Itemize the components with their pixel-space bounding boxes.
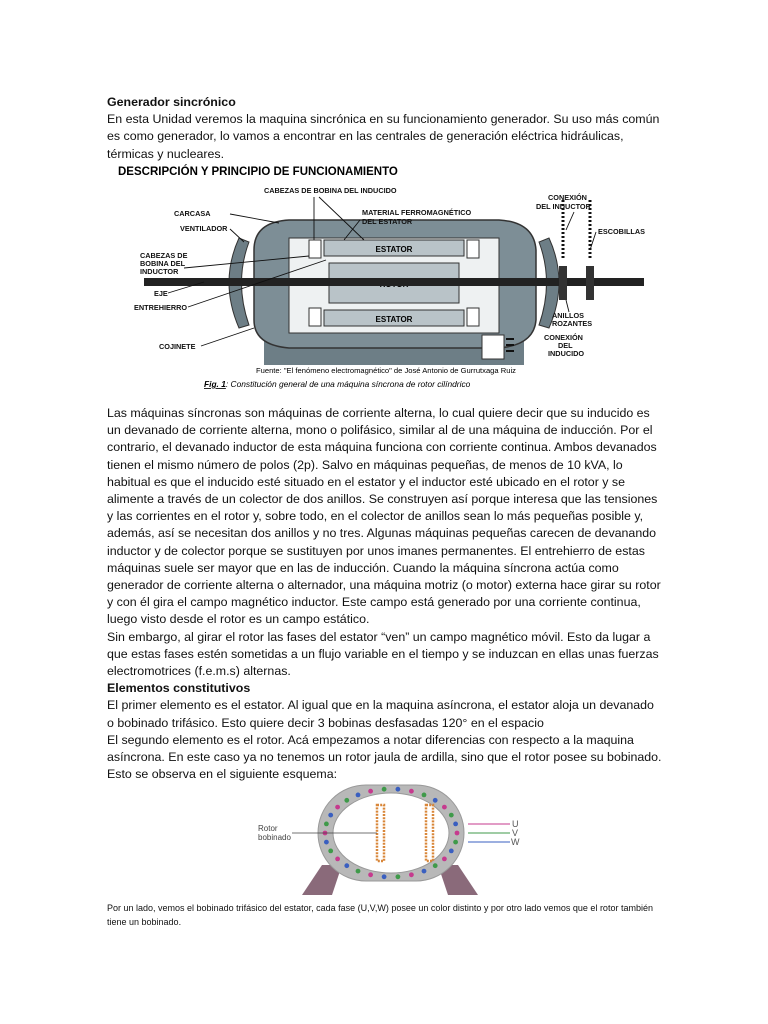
stator-winding-dot — [442, 805, 447, 810]
label-cabezas-inductor-3: INDUCTOR — [140, 267, 179, 276]
phase-w-label: W — [511, 837, 520, 847]
label-cabezas-inducido: CABEZAS DE BOBINA DEL INDUCIDO — [264, 186, 397, 195]
inducido-coil-head-left-top — [309, 240, 321, 258]
stator-winding-dot — [453, 840, 458, 845]
stator-winding-dot — [442, 857, 447, 862]
stator-winding-dot — [368, 872, 373, 877]
label-material-ferro-2: DEL ESTATOR — [362, 217, 413, 226]
stator-winding-dot — [422, 793, 427, 798]
label-material-ferro-1: MATERIAL FERROMAGNÉTICO — [362, 208, 472, 217]
inducido-coil-head-right-bottom — [467, 308, 479, 326]
stator-winding-dot — [335, 857, 340, 862]
label-conexion-inductor-2: DEL INDUCTOR — [536, 202, 591, 211]
slip-ring-1 — [559, 266, 567, 300]
stator-winding-dot — [433, 798, 438, 803]
intro-block — [107, 94, 662, 163]
label-escobillas: ESCOBILLAS — [598, 227, 646, 236]
stator-winding-dot — [409, 789, 414, 794]
label-cabezas-inductor-1: CABEZAS DE — [140, 251, 188, 260]
eje-shaft — [144, 278, 644, 286]
stator-winding-dot — [396, 874, 401, 879]
figure1-label: Fig. 1 — [204, 379, 226, 389]
stator-winding-dot — [433, 863, 438, 868]
inducido-coil-head-left-bottom — [309, 308, 321, 326]
stator-winding-dot — [382, 787, 387, 792]
stator-winding-dot — [356, 793, 361, 798]
figure1-caption: : Constitución general de una máquina síncrona de rotor cilíndrico — [225, 379, 471, 389]
figure1-caption-line — [204, 379, 471, 389]
stator-winding-dot — [449, 813, 454, 818]
paragraph-2: Sin embargo, al girar el rotor las fases del estator “ven” un campo magnético móvil. Esto da lugar a que estas fases estén sometidas a un flujo variable en el tiempo y se induzcan en ellas unas fuerzas electromotrices (f.e.m.s) alternas. — [107, 629, 659, 679]
body-text — [107, 405, 662, 783]
stator-winding-dot — [422, 869, 427, 874]
stator-winding-dot — [344, 798, 349, 803]
intro-paragraph: En esta Unidad veremos la maquina sincrónica en su funcionamiento generador. Su uso más común es como generador, lo vamos a encontrar en las centrales de generación eléctrica hidráulicas, térmicas y nucleares. — [107, 112, 660, 161]
stator-winding-dot — [382, 874, 387, 879]
label-carcasa: CARCASA — [174, 209, 211, 218]
figure1-heading: DESCRIPCIÓN Y PRINCIPIO DE FUNCIONAMIENTO — [118, 166, 398, 178]
rotor-winding-schematic — [240, 783, 540, 895]
leader-carcasa — [230, 214, 279, 223]
label-ventilador: VENTILADOR — [180, 224, 228, 233]
stator-winding-dot — [335, 805, 340, 810]
paragraph-4: El segundo elemento es el rotor. Acá empezamos a notar diferencias con respecto a la maquina asíncrona. En este caso ya no tenemos un rotor jaula de ardilla, sino que el rotor posee su bobinado. Esto se observa en el siguiente esquema: — [107, 732, 662, 782]
stator-winding-dot — [409, 872, 414, 877]
inducido-terminal-box — [482, 335, 504, 359]
phase-v-label: V — [512, 828, 519, 838]
stator-winding-dot — [324, 840, 329, 845]
stator-winding-dot — [344, 863, 349, 868]
label-entrehierro: ENTREHIERRO — [134, 303, 188, 312]
estator-bottom-label: ESTATOR — [375, 315, 413, 324]
stator-winding-dot — [368, 789, 373, 794]
stator-winding-dot — [324, 822, 329, 827]
paragraph-3: El primer elemento es el estator. Al igual que en la maquina asíncrona, el estator aloja un devanado o bobinado trifásico. Esto quiere decir 3 bobinas desfasadas 120° en el espacio — [107, 698, 654, 730]
inducido-coil-head-right-top — [467, 240, 479, 258]
estator-top-label: ESTATOR — [375, 245, 413, 254]
stator-winding-dot — [328, 813, 333, 818]
stator-winding-dot — [455, 831, 460, 836]
stator-winding-dot — [449, 849, 454, 854]
phase-u-label: U — [512, 819, 519, 829]
stator-winding-dot — [356, 869, 361, 874]
slip-ring-2 — [586, 266, 594, 300]
label-anillos-2: ROZANTES — [552, 319, 593, 328]
stator-winding-dot — [396, 787, 401, 792]
machine-cross-section-figure — [104, 160, 664, 392]
label-cabezas-inductor-2: BOBINA DEL — [140, 259, 186, 268]
label-conexion-inducido-1: CONEXIÓN — [544, 333, 583, 342]
label-conexion-inductor-1: CONEXIÓN — [548, 193, 587, 202]
stator-winding-dot — [453, 822, 458, 827]
leader-ventilador — [230, 229, 244, 242]
label-conexion-inducido-3: INDUCIDO — [548, 349, 585, 358]
label-conexion-inducido-2: DEL — [558, 341, 573, 350]
section-heading-elementos: Elementos constitutivos — [107, 681, 251, 696]
leader-conexion-inductor — [566, 212, 574, 230]
figure1-source: Fuente: "El fenómeno electromagnético" de José Antonio de Gurrutxaga Ruiz — [256, 366, 516, 375]
paragraph-1: Las máquinas síncronas son máquinas de corriente alterna, lo cual quiere decir que su inducido es un devanado de corriente alterna, mono o polifásico, similar al de una máquina de inducción. Por el contrario, el devanado inductor de esta máquina funciona con corriente continua. Ambos devanados tienen el mismo número de polos (2p). Salvo en máquinas pequeñas, de menos de 10 kVA, lo habitual es que el inducido esté situado en el estator y el inductor esté ubicado en el rotor y se alimente a través de un colector de dos anillos. Se construyen así porque interesa que las tensiones y las corrientes en el rotor y, sobre todo, en el colector de anillos sean lo más pequeñas posible y, además, así se necesitan dos anillos y no tres. Algunas máquinas pequeñas carecen de devanando inductor y de colector porque se sustituyen por unos imanes permanentes. El entrehierro de estas máquinas suele ser mayor que en las de inducción. Cuando la máquina síncrona actúa como generador de corriente alterna o alternador, una máquina motriz (o motor) externa hace girar su rotor y con él gira el campo magnético inductor. Este campo está generado por una corriente continua, luego visto desde el rotor es un campo estático. — [107, 406, 661, 627]
label-cojinete: COJINETE — [159, 342, 196, 351]
page-title: Generador sincrónico — [107, 95, 236, 109]
stator-winding-dot — [328, 849, 333, 854]
leader-cojinete — [201, 328, 254, 346]
schematic-caption: Por un lado, vemos el bobinado trifásico del estator, cada fase (U,V,W) posee un color distinto y por otro lado vemos que el rotor también tiene un bobinado. — [107, 903, 653, 927]
rotor-label-line2: bobinado — [258, 833, 291, 842]
rotor-label-line1: Rotor — [258, 824, 278, 833]
label-anillos-1: ANILLOS — [552, 311, 585, 320]
label-eje: EJE — [154, 289, 168, 298]
